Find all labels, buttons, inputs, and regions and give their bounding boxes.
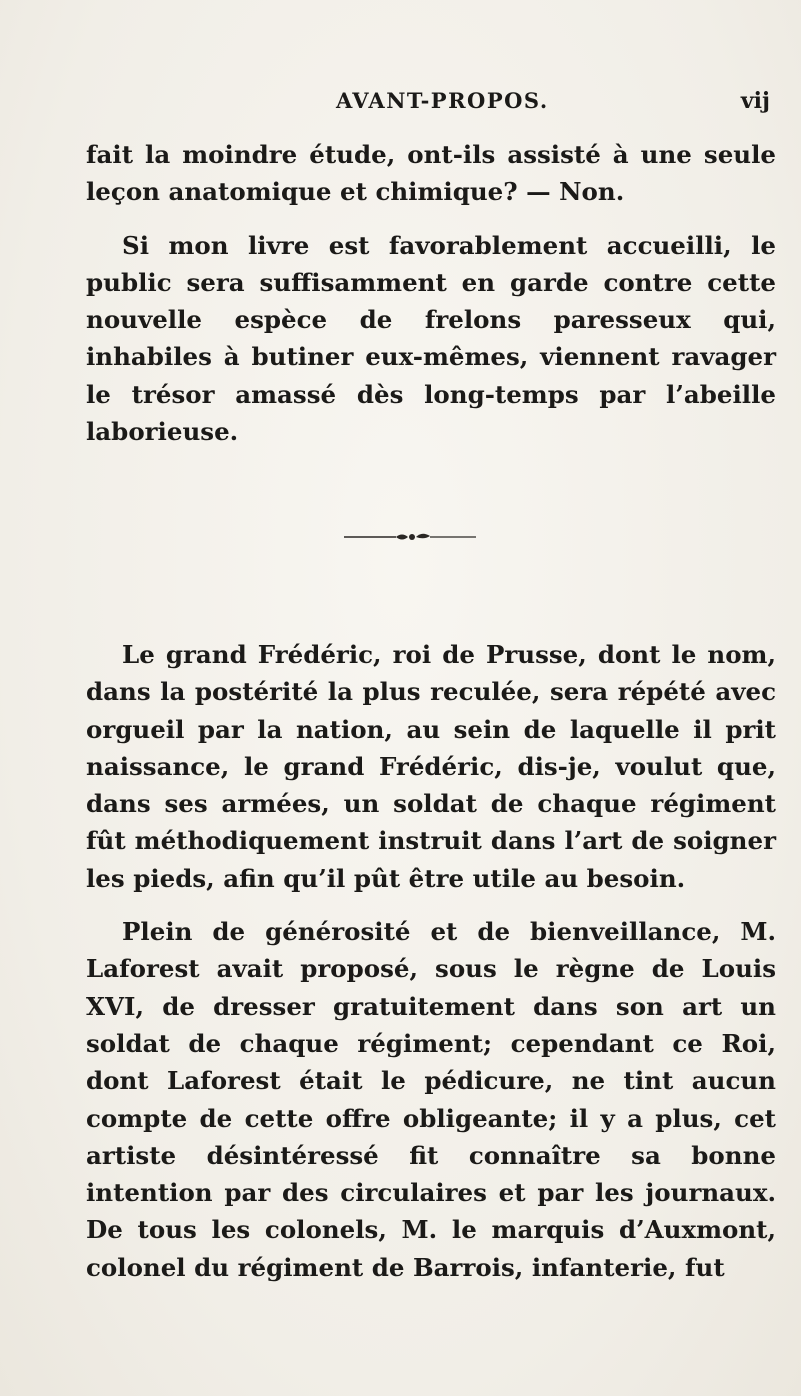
page-header [86, 88, 770, 118]
text-block-bottom [86, 636, 776, 1286]
paragraph: Si mon livre est favorablement accueilli, le public sera suffisamment en garde contre cette nouvelle espèce de frelons paresseux qui, inhabiles à butiner eux-mêmes, viennent ravager le trésor amassé dès long-temps par l’abeille laborieuse. [86, 230, 776, 447]
page-number: vij [740, 88, 770, 114]
paragraph: Le grand Frédéric, roi de Prusse, dont le nom, dans la postérité la plus reculée, sera répété avec orgueil par la nation, au sein de laquelle il prit naissance, le grand Frédéric, dis-je, voulut que, dans ses armées, un soldat de chaque régiment fût méthodiquement instruit dans l’art de soigner les pieds, afin qu’il pût être utile au besoin. [86, 640, 776, 893]
paragraph: fait la moindre étude, ont-ils assisté à une seule leçon anatomique et chimique? — Non. [86, 140, 776, 207]
running-head: AVANT-PROPOS. [336, 88, 549, 113]
text-block-top [86, 136, 776, 450]
paragraph: Plein de générosité et de bienveillance, M. Laforest avait proposé, sous le règne de Louis XVI, de dresser gratuitement dans son art un soldat de chaque régiment; cependant ce Roi, dont Laforest était le pédicure, ne tint aucun compte de cette offre obligeante; il y a plus, cet artiste désintéressé fit connaître sa bonne intention par des circulaires et par les journaux. De tous les colonels, M. le marquis d’Auxmont, colonel du régiment de Barrois, infanterie, fut [86, 917, 776, 1282]
decorative-rule-icon [340, 527, 480, 547]
